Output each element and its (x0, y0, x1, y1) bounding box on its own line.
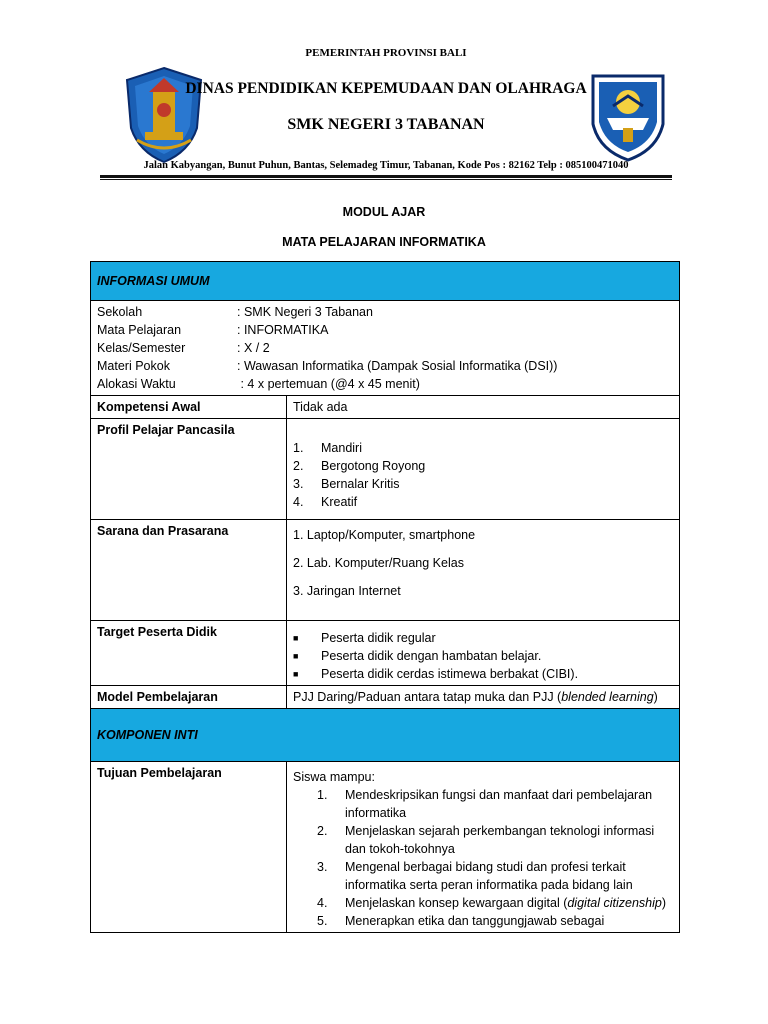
target-list (293, 629, 673, 683)
list-item: 3. Mengenal berbagai bidang studi dan profesi terkait informatika serta peran informatika pada bidang lain (317, 860, 633, 892)
document-title: MODUL AJAR (342, 205, 426, 219)
value-target (287, 621, 680, 686)
list-item: 1. Mendeskripsikan fungsi dan manfaat dari pembelajaran informatika (317, 788, 653, 820)
list-item: 2. Lab. Komputer/Ruang Kelas (293, 556, 464, 570)
tujuan-intro: Siswa mampu: (293, 770, 375, 784)
balinese-script-line (310, 34, 462, 42)
info-row-kelas (97, 339, 673, 357)
info-key: Kelas/Semester (97, 341, 186, 355)
info-key: Materi Pokok (97, 359, 170, 373)
profil-list (293, 439, 673, 511)
header-rule-thin (100, 179, 672, 180)
info-row-mapel (97, 321, 673, 339)
list-item: 4. Menjelaskan konsep kewargaan digital (digital citizenship) (317, 896, 667, 910)
label-kompetensi-awal: Kompetensi Awal (91, 396, 287, 419)
info-row-materi (97, 357, 673, 375)
value-sarana (287, 520, 680, 621)
list-item: ■ Peserta didik regular (293, 631, 436, 645)
header-address: Jalan Kabyangan, Bunut Puhun, Bantas, Selemadeg Timur, Tabanan, Kode Pos : 82162 Telp : 085100471040 (143, 160, 629, 171)
header-province: PEMERINTAH PROVINSI BALI (305, 47, 467, 59)
info-value: : INFORMATIKA (237, 323, 329, 337)
list-item: 3. Jaringan Internet (293, 584, 401, 598)
letterhead (95, 28, 677, 178)
value-profil (287, 419, 680, 520)
info-row-sekolah (97, 303, 673, 321)
list-item: 2. Menjelaskan sejarah perkembangan teknologi informasi dan tokoh-tokohnya (317, 824, 655, 856)
list-item: 1. Laptop/Komputer, smartphone (293, 528, 476, 542)
balinese-script-line (245, 66, 527, 74)
list-item: 2. Bergotong Royong (293, 459, 426, 473)
info-key: Sekolah (97, 305, 143, 319)
list-item: 1. Mandiri (293, 441, 362, 455)
section-heading: INFORMASI UMUM (97, 274, 210, 288)
info-key: Mata Pelajaran (97, 323, 182, 337)
list-item: 4. Kreatif (293, 495, 358, 509)
list-item: 5. Menerapkan etika dan tanggungjawab sebagai (317, 914, 605, 928)
school-emblem-icon (587, 66, 669, 164)
balinese-script-line (285, 103, 487, 111)
header-dinas: DINAS PENDIDIKAN KEPEMUDAAN DAN OLAHRAGA (185, 80, 587, 97)
info-umum-block (91, 301, 680, 396)
label-sarana: Sarana dan Prasarana (91, 520, 287, 621)
label-model: Model Pembelajaran (91, 686, 287, 709)
value-kompetensi-awal: Tidak ada (287, 396, 680, 419)
tujuan-list (293, 786, 673, 930)
header-rule (100, 175, 672, 178)
info-key: Alokasi Waktu (97, 377, 176, 391)
value-model: PJJ Daring/Paduan antara tatap muka dan PJJ (blended learning) (287, 686, 680, 709)
section-heading: KOMPONEN INTI (97, 728, 198, 742)
list-item: ■ Peserta didik cerdas istimewa berbakat (CIBI). (293, 667, 579, 681)
info-value: : X / 2 (237, 341, 270, 355)
section-informasi-umum (91, 262, 680, 301)
info-value: : SMK Negeri 3 Tabanan (237, 305, 373, 319)
header-school: SMK NEGERI 3 TABANAN (287, 116, 485, 133)
document-subtitle: MATA PELAJARAN INFORMATIKA (282, 235, 486, 249)
label-profil: Profil Pelajar Pancasila (91, 419, 287, 520)
list-item: 3. Bernalar Kritis (293, 477, 400, 491)
label-target: Target Peserta Didik (91, 621, 287, 686)
module-table (90, 261, 680, 933)
label-tujuan: Tujuan Pembelajaran (91, 762, 287, 933)
value-tujuan (287, 762, 680, 933)
section-komponen-inti (91, 709, 680, 762)
list-item: ■ Peserta didik dengan hambatan belajar. (293, 649, 542, 663)
info-row-alokasi (97, 375, 673, 393)
info-value: : Wawasan Informatika (Dampak Sosial Informatika (DSI)) (237, 359, 558, 373)
info-value: : 4 x pertemuan (@4 x 45 menit) (237, 377, 420, 391)
